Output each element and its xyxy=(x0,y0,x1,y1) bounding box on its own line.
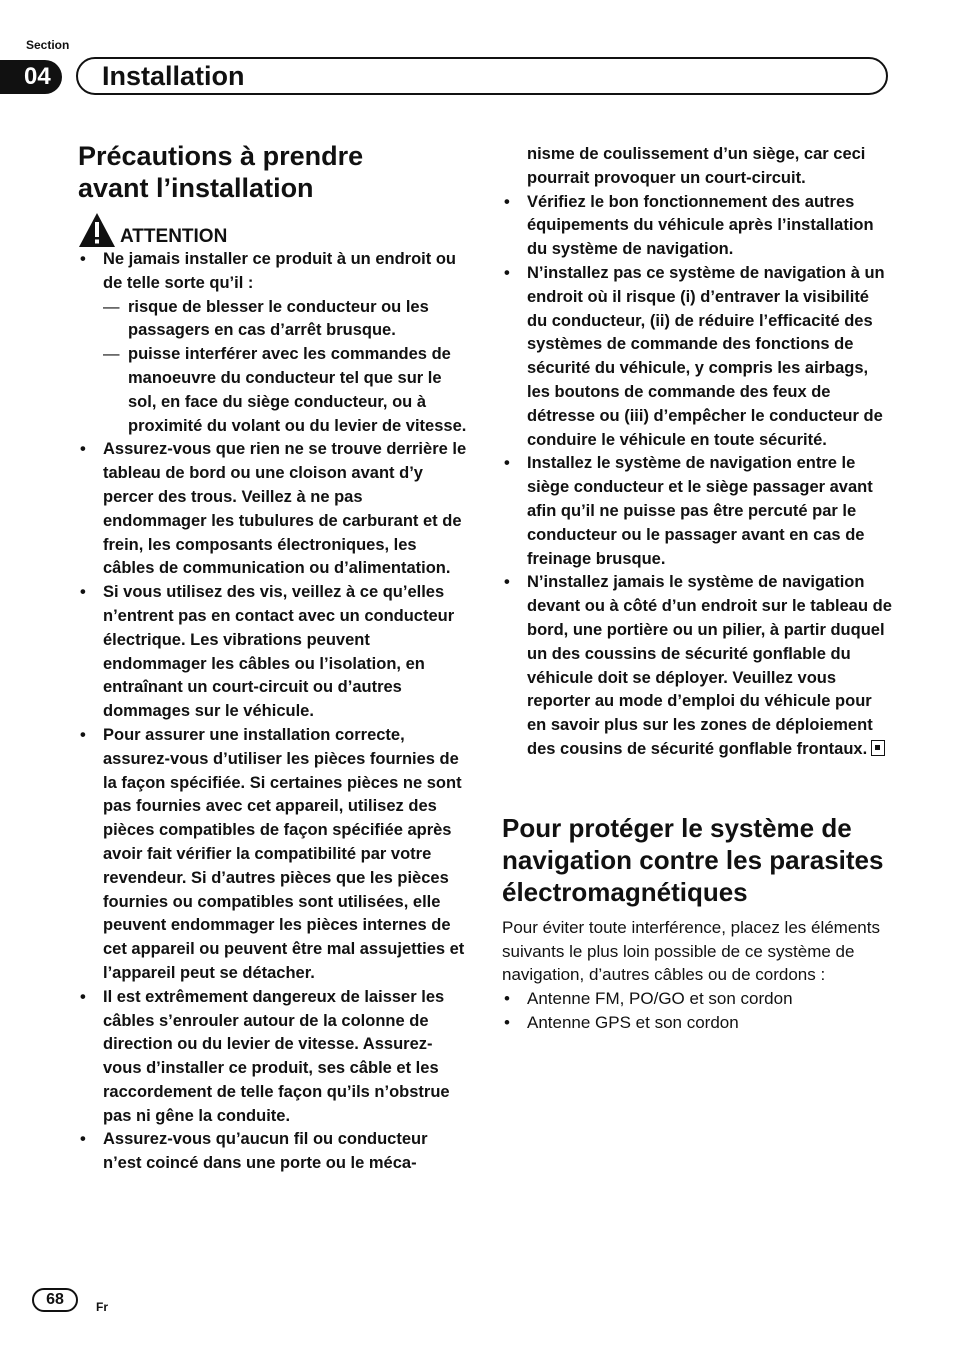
attention-label: ATTENTION xyxy=(120,226,228,247)
page-title-line2: avant l’installation xyxy=(78,173,314,203)
list-item-text: Si vous utilisez des vis, veillez à ce qu’elles n’entrent pas en contact avec un conducteur électrique. Les vibrations peuvent endommager les câbles ou l’isolation, en entraînant un court-circuit ou d’autres dommages sur le véhicule. xyxy=(103,583,455,721)
sub-list-item-text: puisse interférer avec les commandes de manoeuvre du conducteur tel que sur le sol, en face du siège conducteur, ou à proximité du volant ou du levier de vitesse. xyxy=(128,345,467,435)
continued-text: nisme de coulissement d’un siège, car ceci pourrait provoquer un court-circuit. xyxy=(527,145,866,187)
section-number-badge: 04 xyxy=(0,60,62,94)
list-item xyxy=(502,452,892,571)
list-item xyxy=(78,986,468,1129)
warning-triangle-icon xyxy=(78,212,116,248)
precautions-list xyxy=(78,248,468,1176)
sub-list-item xyxy=(103,296,468,344)
list-item-text: Antenne GPS et son cordon xyxy=(527,1012,739,1032)
sub-list xyxy=(103,296,468,439)
list-item-text: Pour assurer une installation correcte, assurez-vous d’utiliser les pièces fournies de la façon spécifiée. Si certaines pièces ne sont pas fournies avec cet appareil, utilisez des pièces compatibles de façon spécifiée après avoir fait vérifier la compatibilité par votre revendeur. Si d’autres pièces que les pièces fournies ou compatibles sont utilisées, elle peuvent endommager les pièces internes de cet appareil ou peuvent être mal assujetties et l’appareil peut se détacher. xyxy=(103,725,465,982)
left-column xyxy=(78,140,468,1176)
items-list xyxy=(502,987,892,1035)
list-item-text: N’installez pas ce système de navigation à un endroit où il risque (i) d’entraver la visibilité du conducteur, (ii) de réduire l’efficacité des systèmes de commande des fonctions de sécurité du véhicule, y compris les airbags, les boutons de commande des feux de détresse ou (iii) d’empêcher le conducteur de conduire le véhicule en toute sécurité. xyxy=(527,263,885,449)
list-item xyxy=(502,987,892,1011)
body-paragraph: Pour éviter toute interférence, placez les éléments suivants le plus loin possible de ce système de navigation, d’autres câbles ou de cordons : xyxy=(502,917,880,985)
section-title-bar xyxy=(76,57,888,95)
list-item xyxy=(78,248,468,438)
page-number: 68 xyxy=(32,1288,78,1312)
list-item xyxy=(78,724,468,986)
sub-list-item-text: risque de blesser le conducteur ou les passagers en cas d’arrêt brusque. xyxy=(128,297,429,340)
section-title: Installation xyxy=(102,61,245,91)
list-item-text: Il est extrêmement dangereux de laisser les câbles s’enrouler autour de la colonne de direction ou du levier de vitesse. Assurez-vous d’installer ce produit, ses câble et les raccordement de telle façon qu’ils n’obstrue pas ni gêne la conduite. xyxy=(103,987,450,1125)
list-item-text: N’installez jamais le système de navigation devant ou à côté d’un endroit sur le tableau de bord, une portière ou un pilier, à partir duquel un des coussins de sécurité gonflable du véhicule doit se déployer. Veuillez vous reporter au mode d’emploi du véhicule pour en savoir plus sur les zones de déploiement des cousins de sécurité gonflable frontaux. xyxy=(527,573,892,758)
page-title xyxy=(78,140,468,204)
list-item xyxy=(502,571,892,761)
list-item xyxy=(502,262,892,452)
list-item-text: Ne jamais installer ce produit à un endroit ou de telle sorte qu’il : xyxy=(103,250,456,292)
end-of-section-icon xyxy=(871,740,885,756)
section-heading: Pour protéger le système de navigation contre les parasites électromagnétiques xyxy=(502,812,884,907)
section-label: Section xyxy=(26,38,70,52)
list-item xyxy=(78,1128,468,1176)
list-item xyxy=(78,438,468,581)
list-item-text: Vérifiez le bon fonctionnement des autres équipements du véhicule après l’installation du système de navigation. xyxy=(527,192,874,259)
precautions-list-continued xyxy=(502,191,892,762)
right-column xyxy=(502,143,892,1035)
list-item xyxy=(502,191,892,262)
list-item xyxy=(502,1011,892,1035)
list-item-text: Antenne FM, PO/GO et son cordon xyxy=(527,989,793,1009)
sub-list-item xyxy=(103,343,468,438)
page-title-line1: Précautions à prendre xyxy=(78,141,364,171)
attention-header xyxy=(78,212,468,248)
list-item-text: Assurez-vous que rien ne se trouve derrière le tableau de bord ou une cloison avant d’y percer des trous. Veillez à ne pas endommager les tubulures de carburant et de frein, les composants électroniques, les câbles de communication ou d’alimentation. xyxy=(103,440,467,578)
list-item xyxy=(78,581,468,724)
list-item-text: Assurez-vous qu’aucun fil ou conducteur n’est coincé dans une porte ou le méca- xyxy=(103,1130,428,1173)
list-item-text: Installez le système de navigation entre le siège conducteur et le siège passager avant afin qu’il ne puisse pas être percuté par le conducteur ou le passager avant en cas de freinage brusque. xyxy=(527,454,873,568)
language-code: Fr xyxy=(96,1300,108,1314)
